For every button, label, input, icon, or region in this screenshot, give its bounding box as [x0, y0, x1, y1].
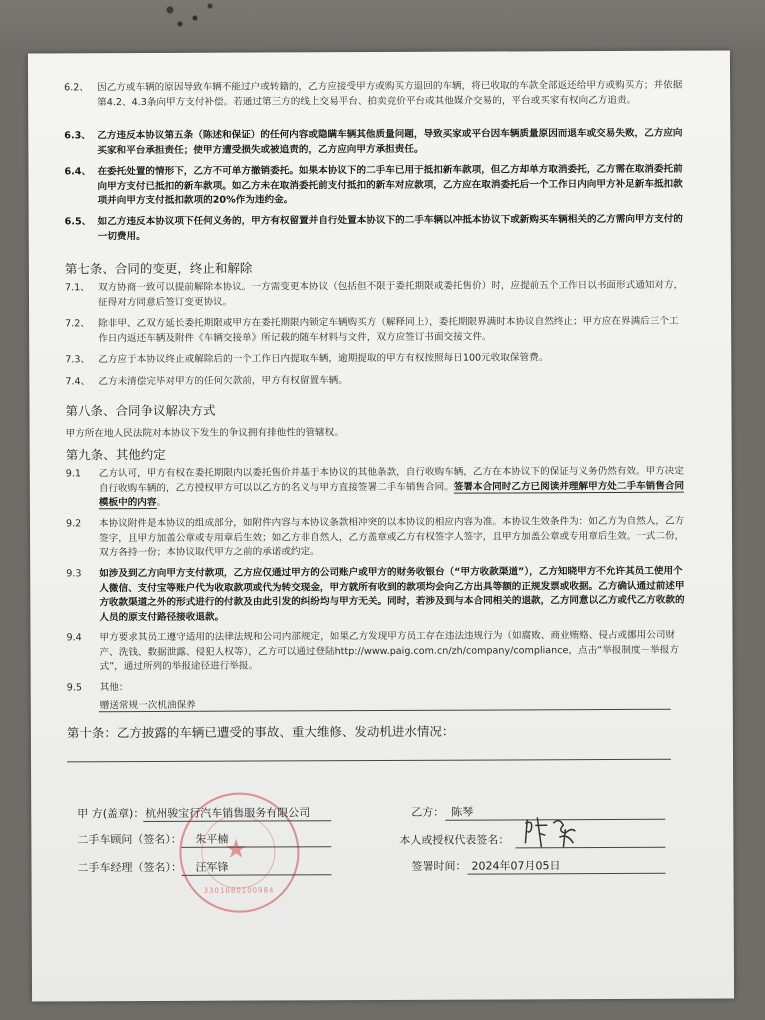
sign-date-underline — [468, 873, 666, 875]
heading-article-9: 第九条、其他约定 — [65, 446, 166, 463]
manager-value: 汪军锋 — [195, 860, 229, 874]
clause-9-5-value: 赠送常规一次机油保养 — [99, 699, 196, 712]
clause-7-2: 7.2、 除非甲、乙双方延长委托期限或甲方在委托期限内锁定车辆购买方（解释同上），委托期限界满时本协议自然终止；甲方应在界满后三个工作日内返还车辆及附件《车辆交接单》所记载的随车材料与文件，双方应签订书面交接文件。 — [65, 315, 679, 344]
heading-article-8: 第八条、合同争议解决方式 — [65, 402, 216, 419]
party-b-label: 乙方： — [411, 805, 445, 819]
consultant-value: 朱平楠 — [195, 832, 229, 846]
manager-label: 二手车经理（签名）： — [77, 860, 183, 875]
consultant-label: 二手车顾问（签名）： — [77, 832, 182, 847]
party-b-value: 陈琴 — [451, 805, 474, 819]
clause-7-4: 7.4、 乙方未清偿完毕对甲方的任何欠款前，甲方有权留置车辆。 — [65, 375, 348, 388]
clause-6-5: 6.5、 如乙方违反本协议项下任何义务的，甲方有权留置并自行处置本协议下的二手车辆以冲抵本协议下或新购买车辆相关的乙方需向甲方支付的一切费用。 — [64, 213, 683, 242]
clause-9-2: 9.2 本协议附件是本协议的组成部分，如附件内容与本协议条款相冲突的以本协议的相应内容为准。本协议生效条件为：如乙方为自然人，乙方签字，且甲方加盖公章或专用章后生效；如乙方非自然人，乙方盖章或乙方有权签字人签字，且甲方加盖公章或专用章后生效。一式二份，双方各持一份；本协议取代甲方之前的承诺或约定。 — [65, 515, 685, 559]
clause-6-2: 6.2、 因乙方或车辆的原因导致车辆不能过户或转籍的，乙方应接受甲方或购买方退回的车辆，将已收取的车款全部返还给甲方或购买方；并依据第4.2、4.3条向甲方支付补偿。若通过第三方的线上交易平台、拍卖竞价平台或其他媒介交易的，平台或买家有权向乙方追责。 — [64, 79, 683, 108]
article-8-text: 甲方所在地人民法院对本协议下发生的争议拥有排他性的管辖权。 — [65, 427, 344, 440]
party-a-value: 杭州骏宝行汽车销售服务有限公司 — [145, 806, 311, 821]
seal-star-icon: ★ — [224, 834, 248, 865]
clause-7-3: 7.3、 乙方应于本协议终止或解除后的一个工作日内提取车辆，逾期提取的甲方有权按照每日100元收取保管费。 — [65, 352, 549, 366]
clause-9-5: 9.5 其他： — [66, 682, 129, 694]
clause-9-3: 9.3 如涉及到乙方向甲方支付款项，乙方应仅通过甲方的公司账户或甲方的财务收银台（“甲方收款渠道”），乙方知晓甲方不允许其员工使用个人微信、支付宝等账户代为收取款项或代为转交现金，甲方就所有收到的款项均会向乙方出具等额的正规发票或收据。乙方确认通过前述甲方收款渠道之外的形式进行的付款及由此引发的纠纷均与甲方无关。同时，若涉及到与本合同相关的退款，乙方同意以乙方或代乙方收款的人员的原支付路径接收退款。 — [66, 565, 685, 623]
clause-6-3: 6.3、 乙方违反本协议第五条（陈述和保证）的任何内容或隐瞒车辆其他质量问题，导致买家或平台因车辆质量原因而退车或交易失败，乙方应向买家和平台承担责任；使甲方遭受损失或被追责的，乙方应向甲方承担责任。 — [64, 127, 683, 156]
party-a-label: 甲 方(盖章)： — [77, 807, 145, 821]
rep-signature-underline — [515, 847, 665, 849]
clause-6-4: 6.4、 在委托处置的情形下，乙方不可单方撤销委托。如果本协议下的二手车已用于抵扣新车款项，但乙方却单方取消委托，乙方需在取消委托前向甲方支付已抵扣的新车款项。如乙方未在取消委托前支付抵扣的新车对应款项，乙方应在取消委托后一个工作日内向甲方补足新车抵扣款项并向甲方支付抵扣款项的20%作为违约金。 — [64, 163, 683, 207]
heading-article-7: 第七条、合同的变更，终止和解除 — [64, 260, 253, 277]
contract-page — [28, 50, 734, 1001]
clause-7-1: 7.1、 双方协商一致可以提前解除本协议。一方需变更本协议（包括但不限于委托期限或委托售价）时，应提前五个工作日以书面形式通知对方，征得对方同意后签订变更协议。 — [64, 279, 684, 308]
heading-article-10: 第十条：乙方披露的车辆已遭受的事故、重大维修、发动机进水情况： — [66, 723, 455, 741]
clause-9-4: 9.4 甲方要求其员工遵守适用的法律法规和公司内部规定，如果乙方发现甲方员工存在违法违规行为（如腐败、商业贿赂、侵占或挪用公司财产、洗钱、数据泄露、侵犯人权等），乙方可以通过登陆http://www.paig.com.cn/zh/company/compliance，点击“举报制度－举报方式”，通过所列的举报途径进行举报。 — [66, 629, 679, 673]
sign-date-value: 2024年07月05日 — [471, 859, 561, 873]
rep-signature-label: 本人或授权代表签名： — [399, 833, 510, 847]
sign-date-label: 签署时间： — [411, 859, 467, 873]
clause-9-1: 9.1 乙方认可，甲方有权在委托期限内以委托售价并基于本协议的其他条款，自行收购车辆，乙方在本协议下的保证与义务仍然有效。甲方决定自行收购车辆的，乙方授权甲方可以以乙方的名义与甲方直接签署二手车销售合同。签署本合同时乙方已阅读并理解甲方处二手车销售合同模板中的内容。 — [65, 465, 685, 509]
article-10-blank-line — [67, 759, 671, 763]
desk-specks — [150, 0, 240, 30]
seal-code: 3301080100984 — [203, 886, 275, 895]
